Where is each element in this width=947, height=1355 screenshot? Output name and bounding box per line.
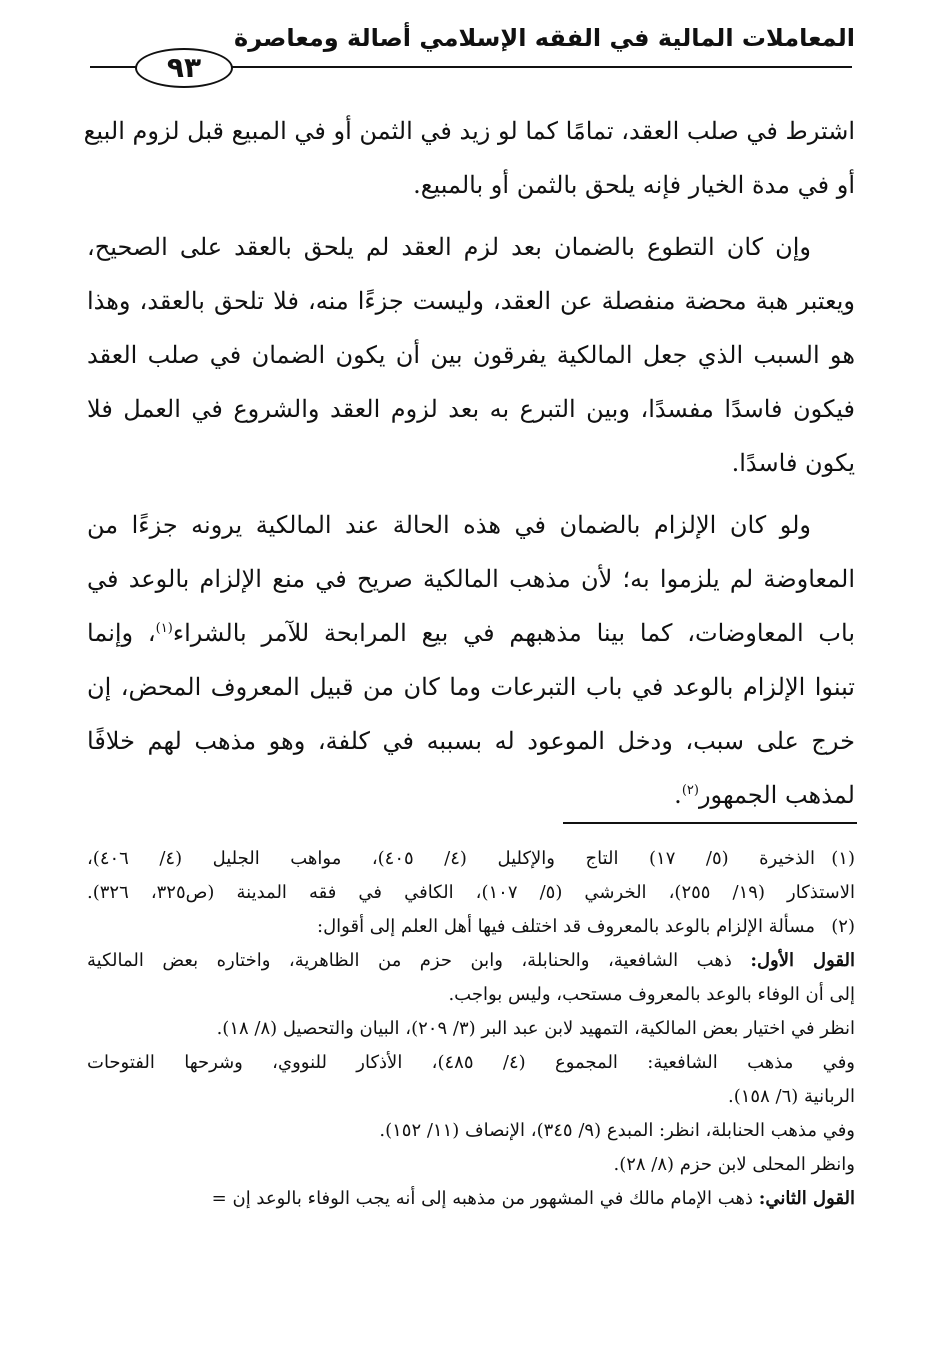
footnote-marker-1: (١) xyxy=(155,621,173,636)
footnote-2-intro: مسألة الإلزام بالوعد بالمعروف قد اختلف فيها أهل العلم إلى أقوال: xyxy=(317,916,815,937)
text-line xyxy=(87,768,855,822)
text-line: يكون فاسدًا. xyxy=(731,449,855,477)
text-line: اشترط في صلب العقد، تمامًا كما لو زيد في الثمن أو في المبيع قبل لزوم البيع xyxy=(83,117,855,145)
text-line xyxy=(87,606,855,660)
text-line: المعاوضة لم يلزموا به؛ لأن مذهب المالكية صريح في منع الإلزام بالوعد في xyxy=(87,565,855,593)
footnote-2-line: إلى أن الوفاء بالوعد بالمعروف مستحب، وليس بواجب. xyxy=(448,984,855,1005)
page-number: ٩٣ xyxy=(135,48,233,88)
first-opinion-text: ذهب الشافعية، والحنابلة، وابن حزم من الظاهرية، واختاره بعض المالكية xyxy=(87,950,732,971)
paragraph-1 xyxy=(83,104,855,212)
footnote-2-line: وفي مذهب الشافعية: المجموع (٤/ ٤٨٥)، الأذكار للنووي، وشرحها الفتوحات xyxy=(87,1052,855,1073)
paragraph-2 xyxy=(87,220,855,490)
footnote-2-line: انظر في اختيار بعض المالكية، التمهيد لابن عبد البر (٣/ ٢٠٩)، البيان والتحصيل (٨/ ١٨). xyxy=(216,1018,855,1039)
running-title: المعاملات المالية في الفقه الإسلامي أصالة ومعاصرة xyxy=(234,24,855,52)
footnote-1-line xyxy=(87,842,855,876)
footnote-2-line: الربانية (٦/ ١٥٨). xyxy=(728,1086,855,1107)
text-segment: لمذهب الجمهور xyxy=(698,781,855,809)
text-line: هو السبب الذي جعل المالكية يفرقون بين أن يكون الضمان في صلب العقد xyxy=(87,341,855,369)
text-segment: باب المعاوضات، كما بينا مذهبهم في بيع المرابحة للآمر بالشراء xyxy=(172,619,855,647)
footnote-marker-2: (٢) xyxy=(681,783,699,798)
footnote-2-line: وانظر المحلى لابن حزم (٨/ ٢٨). xyxy=(613,1154,855,1175)
text-line: تبنوا الإلزام بالوعد في باب التبرعات وما كان من قبيل المعروف المحض، إن xyxy=(87,673,855,701)
footnote-2-line xyxy=(87,944,855,978)
second-opinion-text: ذهب الإمام مالك في المشهور من مذهبه إلى أنه يجب الوفاء بالوعد إن = xyxy=(211,1188,753,1209)
text-line: أو في مدة الخيار فإنه يلحق بالثمن أو بالمبيع. xyxy=(413,171,855,199)
footnote-2-line xyxy=(87,910,855,944)
footnotes xyxy=(87,842,855,1216)
text-line: ولو كان الإلزام بالضمان في هذه الحالة عند المالكية يرونه جزءًا من xyxy=(87,511,812,539)
main-text xyxy=(83,104,855,830)
footnote-1-number: (١) xyxy=(831,848,855,869)
paragraph-3 xyxy=(87,498,855,822)
text-line: وإن كان التطوع بالضمان بعد لزم العقد لم يلحق بالعقد على الصحيح، xyxy=(87,233,811,261)
text-line: خرج على سبب، ودخل الموعود له بسببه في كلفة، وهو مذهب لهم خلافًا xyxy=(87,727,855,755)
footnote-separator xyxy=(563,822,857,824)
footnote-2-line xyxy=(87,1182,855,1216)
text-line: ويعتبر هبة محضة منفصلة عن العقد، وليست جزءًا منه، فلا تلحق بالعقد، وهذا xyxy=(87,287,855,315)
text-segment: . xyxy=(674,781,682,809)
footnote-2-line: وفي مذهب الحنابلة، انظر: المبدع (٩/ ٣٤٥)، الإنصاف (١١/ ١٥٢). xyxy=(379,1120,855,1141)
text-line: فيكون فاسدًا مفسدًا، وبين التبرع به بعد لزوم العقد والشروع في العمل فلا xyxy=(87,395,855,423)
first-opinion-label: القول الأول: xyxy=(750,950,855,971)
second-opinion-label: القول الثاني: xyxy=(758,1188,855,1209)
footnote-1-line: الاستذكار (١٩/ ٢٥٥)، الخرشي (٥/ ١٠٧)، الكافي في فقه المدينة (ص٣٢٥، ٣٢٦). xyxy=(87,882,856,903)
footnote-1-text: الذخيرة (٥/ ١٧) التاج والإكليل (٤/ ٤٠٥)، مواهب الجليل (٤/ ٤٠٦)، xyxy=(87,848,815,869)
text-segment: ، وإنما xyxy=(87,619,156,647)
footnote-2-number: (٢) xyxy=(831,916,855,937)
